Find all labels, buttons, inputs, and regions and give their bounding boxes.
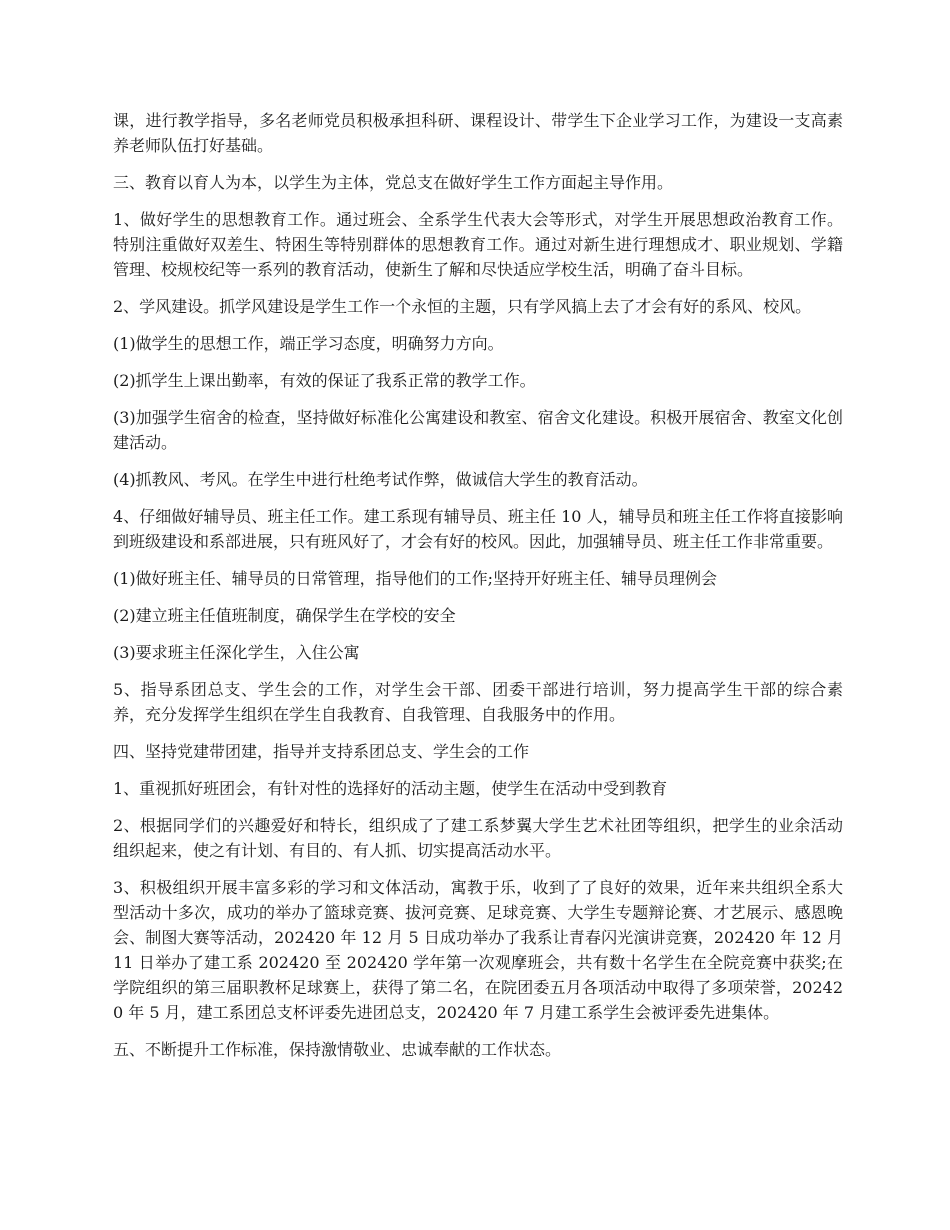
paragraph-item-1: 1、做好学生的思想教育工作。通过班会、全系学生代表大会等形式，对学生开展思想政治教育工作。特别注重做好双差生、特困生等特别群体的思想教育工作。通过对新生进行理想成才、职业规划、学籍管理、校规校纪等一系列的教育活动，使新生了解和尽快适应学校生活，明确了奋斗目标。 (113, 210, 843, 279)
paragraph-item-1c: 1、重视抓好班团会，有针对性的选择好的活动主题，使学生在活动中受到教育 (113, 779, 668, 798)
paragraph-item-2c: 2、根据同学们的兴趣爱好和特长，组织成了了建工系梦翼大学生艺术社团等组织，把学生的业余活动组织起来，使之有计划、有目的、有人抓、切实提高活动水平。 (113, 816, 843, 860)
paragraph-subitem-3: (3)加强学生宿舍的检查，坚持做好标准化公寓建设和教室、宿舍文化建设。积极开展宿舍、教室文化创建活动。 (113, 408, 843, 452)
paragraph-subitem-4: (4)抓教风、考风。在学生中进行杜绝考试作弊，做诚信大学生的教育活动。 (113, 470, 648, 489)
paragraph-item-2: 2、学风建设。抓学风建设是学生工作一个永恒的主题，只有学风搞上去了才会有好的系风、校风。 (113, 297, 812, 316)
document-page (113, 108, 843, 1074)
paragraph-subitem-2: (2)抓学生上课出勤率，有效的保证了我系正常的教学工作。 (113, 371, 536, 390)
paragraph-subitem-1: (1)做学生的思想工作，端正学习态度，明确努力方向。 (113, 334, 504, 353)
paragraph-item-3c: 3、积极组织开展丰富多彩的学习和文体活动，寓教于乐，收到了了良好的效果，近年来共组织全系大型活动十多次，成功的举办了篮球竞赛、拔河竞赛、足球竞赛、大学生专题辩论赛、才艺展示、感恩晚会、制图大赛等活动，202420 年 12 月 5 日成功举办了我系让青春闪光演讲竞赛，202420 年 12 月 11 日举办了建工系 202420 至 202420 学年第一次观摩班会，共有数十名学生在全院竞赛中获奖;在学院组织的第三届职教杯足球赛上，获得了第二名，在院团委五月各项活动中取得了多项荣誉，202420 年 5 月，建工系团总支杯评委先进团总支，202420 年 7 月建工系学生会被评委先进集体。 (113, 878, 843, 1022)
heading-section-4: 四、坚持党建带团建，指导并支持系团总支、学生会的工作 (113, 742, 530, 761)
paragraph-continuation: 课，进行教学指导，多名老师党员积极承担科研、课程设计、带学生下企业学习工作，为建设一支高素养老师队伍打好基础。 (113, 111, 843, 155)
heading-section-5: 五、不断提升工作标准，保持激情敬业、忠诚奉献的工作状态。 (113, 1040, 562, 1059)
paragraph-subitem-1b: (1)做好班主任、辅导员的日常管理，指导他们的工作;坚持开好班主任、辅导员理例会 (113, 569, 718, 588)
paragraph-subitem-3b: (3)要求班主任深化学生，入住公寓 (113, 643, 360, 662)
paragraph-item-4: 4、仔细做好辅导员、班主任工作。建工系现有辅导员、班主任 10 人，辅导员和班主任工作将直接影响到班级建设和系部进展，只有班风好了，才会有好的校风。因此，加强辅导员、班主任工作非常重要。 (113, 507, 843, 551)
heading-section-3: 三、教育以育人为本，以学生为主体，党总支在做好学生工作方面起主导作用。 (113, 173, 674, 192)
paragraph-subitem-2b: (2)建立班主任值班制度，确保学生在学校的安全 (113, 606, 456, 625)
paragraph-item-5: 5、指导系团总支、学生会的工作，对学生会干部、团委干部进行培训，努力提高学生干部的综合素养，充分发挥学生组织在学生自我教育、自我管理、自我服务中的作用。 (113, 680, 843, 724)
